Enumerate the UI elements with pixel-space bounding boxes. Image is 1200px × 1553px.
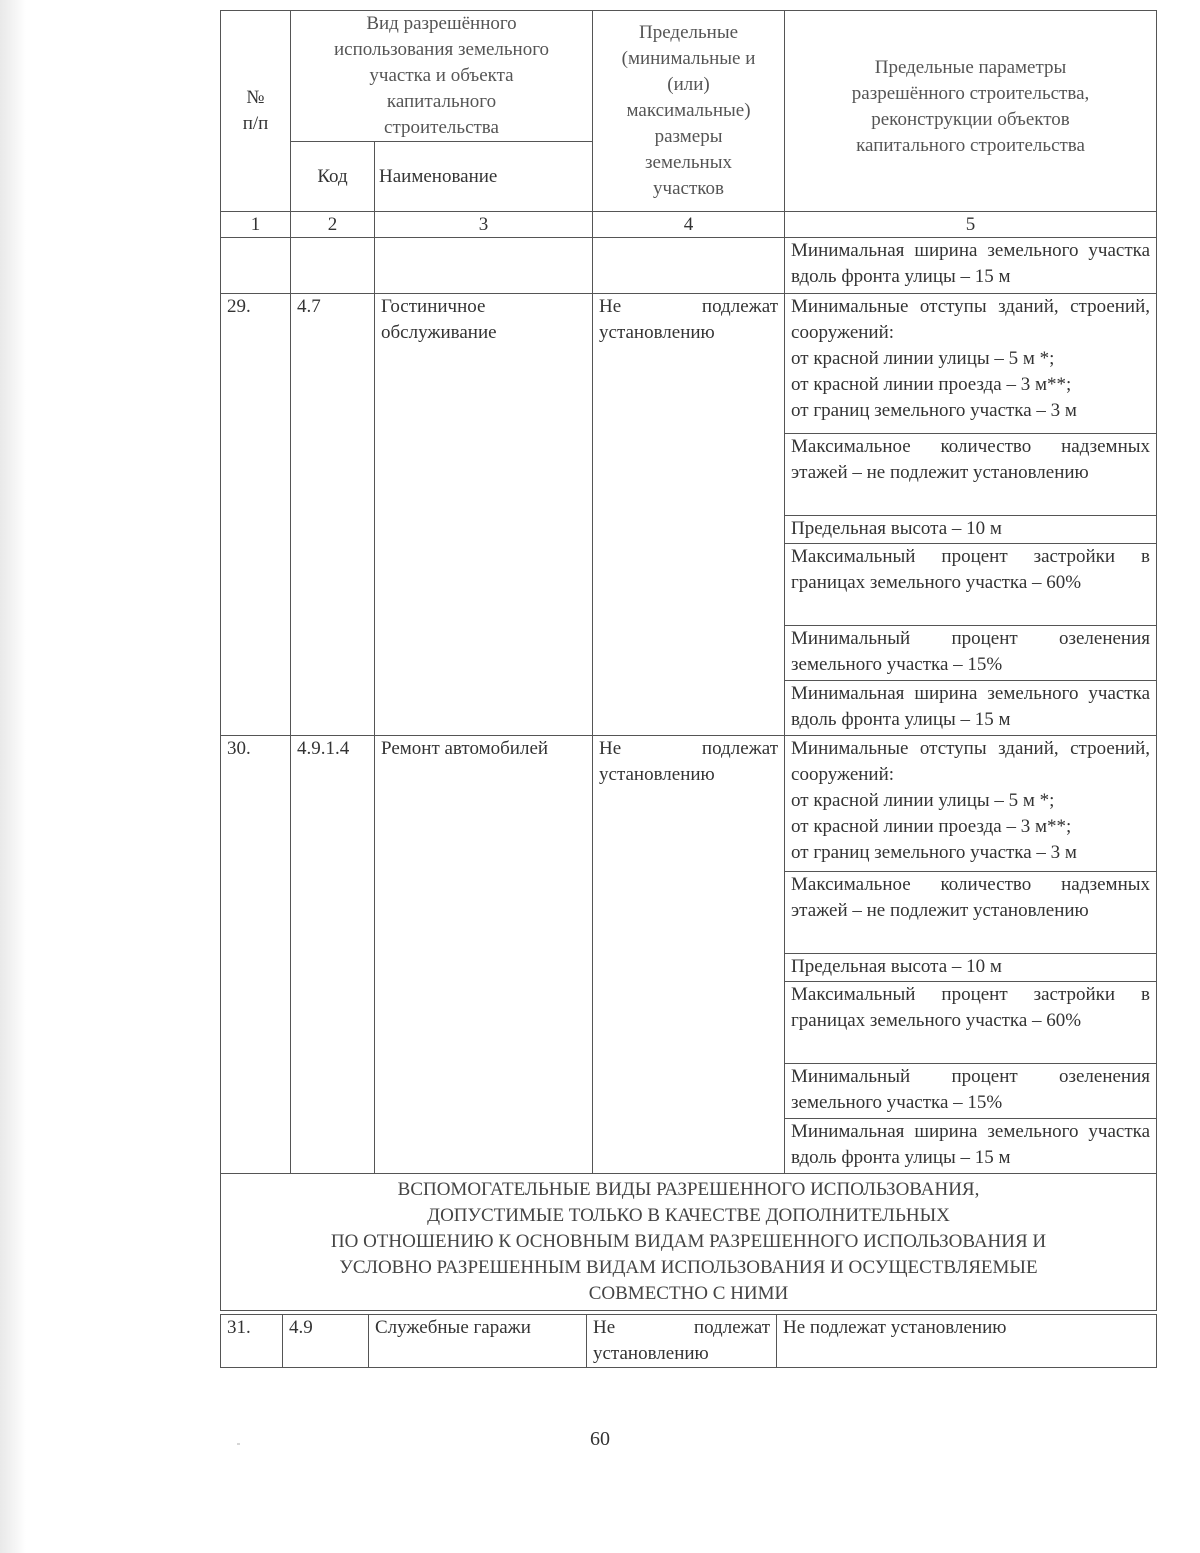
- col-number: 5: [785, 212, 1157, 238]
- land-use-table: [220, 10, 1157, 1311]
- auxiliary-use-table: [220, 1314, 1157, 1368]
- header-razmery: Предельные (минимальные и (или) максимальные) размеры земельных участков: [593, 11, 785, 212]
- table-row: [221, 294, 1157, 434]
- param-height: Предельная высота – 10 м: [785, 516, 1157, 544]
- setback-street: от красной линии улицы – 5 м *;: [791, 790, 1055, 811]
- table-row: [221, 736, 1157, 872]
- header-vid: Вид разрешённого использования земельного участка и объекта капитального строительства: [291, 11, 593, 142]
- col-number: 1: [221, 212, 291, 238]
- param-greening: Минимальный процент озеленения земельного участка – 15%: [785, 626, 1157, 681]
- param-width: Минимальная ширина земельного участка вдоль фронта улицы – 15 м: [785, 681, 1157, 736]
- setback-border: от границ земельного участка – 3 м: [791, 400, 1077, 421]
- scan-edge-shadow: [0, 0, 26, 1553]
- row-num: 29.: [221, 294, 291, 736]
- empty-cell: [291, 238, 375, 294]
- param-coverage: Максимальный процент застройки в границах земельного участка – 60%: [785, 982, 1157, 1064]
- col-number: 3: [375, 212, 593, 238]
- table-row-continuation: [221, 238, 1157, 294]
- header-num: № п/п: [242, 87, 269, 134]
- param-floors: Максимальное количество надземных этажей – не подлежит установлению: [785, 872, 1157, 954]
- header-kod: Код: [291, 142, 375, 212]
- setback-passage: от красной линии проезда – 3 м**;: [791, 816, 1072, 837]
- empty-cell: [375, 238, 593, 294]
- setback-border: от границ земельного участка – 3 м: [791, 842, 1077, 863]
- setback-passage: от красной линии проезда – 3 м**;: [791, 374, 1072, 395]
- row-size: Не подлежат установлению: [587, 1315, 777, 1368]
- header-num-cell: [221, 11, 291, 212]
- row-code: 4.9: [283, 1315, 369, 1368]
- header-parametry: Предельные параметры разрешённого строительства, реконструкции объектов капитального строительства: [785, 11, 1157, 212]
- param-floors: Максимальное количество надземных этажей – не подлежит установлению: [785, 434, 1157, 516]
- row-code: 4.7: [291, 294, 375, 736]
- row-code: 4.9.1.4: [291, 736, 375, 1174]
- header-naim: Наименование: [375, 142, 593, 212]
- col-number: 2: [291, 212, 375, 238]
- setbacks-title: Минимальные отступы зданий, строений, сооружений:: [791, 296, 1151, 343]
- col-number: 4: [593, 212, 785, 238]
- empty-cell: [221, 238, 291, 294]
- row-name: Гостиничное обслуживание: [375, 294, 593, 736]
- setbacks-title: Минимальные отступы зданий, строений, сооружений:: [791, 738, 1151, 785]
- row-params: Не подлежат установлению: [777, 1315, 1157, 1368]
- param-greening: Минимальный процент озеленения земельного участка – 15%: [785, 1064, 1157, 1119]
- empty-cell: [593, 238, 785, 294]
- param-height: Предельная высота – 10 м: [785, 954, 1157, 982]
- param-setbacks: [785, 294, 1157, 434]
- setback-street: от красной линии улицы – 5 м *;: [791, 348, 1055, 369]
- table-row: [221, 1315, 1157, 1368]
- param-coverage: Максимальный процент застройки в границах земельного участка – 60%: [785, 544, 1157, 626]
- param-width-cont: Минимальная ширина земельного участка вдоль фронта улицы – 15 м: [785, 238, 1157, 294]
- row-name: Служебные гаражи: [369, 1315, 587, 1368]
- section-heading: ВСПОМОГАТЕЛЬНЫЕ ВИДЫ РАЗРЕШЕННОГО ИСПОЛЬЗОВАНИЯ, ДОПУСТИМЫЕ ТОЛЬКО В КАЧЕСТВЕ ДОПОЛНИТЕЛЬНЫХ ПО ОТНОШЕНИЮ К ОСНОВНЫМ ВИДАМ РАЗРЕШЕННОГО ИСПОЛЬЗОВАНИЯ И УСЛОВНО РАЗРЕШЕННЫМ ВИДАМ ИСПОЛЬЗОВАНИЯ И ОСУЩЕСТВЛЯЕМЫЕ СОВМЕСТНО С НИМИ: [221, 1174, 1157, 1311]
- row-size: Не подлежат установлению: [593, 736, 785, 1174]
- row-num: 31.: [221, 1315, 283, 1368]
- param-setbacks: [785, 736, 1157, 872]
- param-width: Минимальная ширина земельного участка вдоль фронта улицы – 15 м: [785, 1119, 1157, 1174]
- row-size: Не подлежат установлению: [593, 294, 785, 736]
- row-name: Ремонт автомобилей: [375, 736, 593, 1174]
- page-number: 60: [590, 1428, 610, 1450]
- row-num: 30.: [221, 736, 291, 1174]
- column-numbers-row: [221, 212, 1157, 238]
